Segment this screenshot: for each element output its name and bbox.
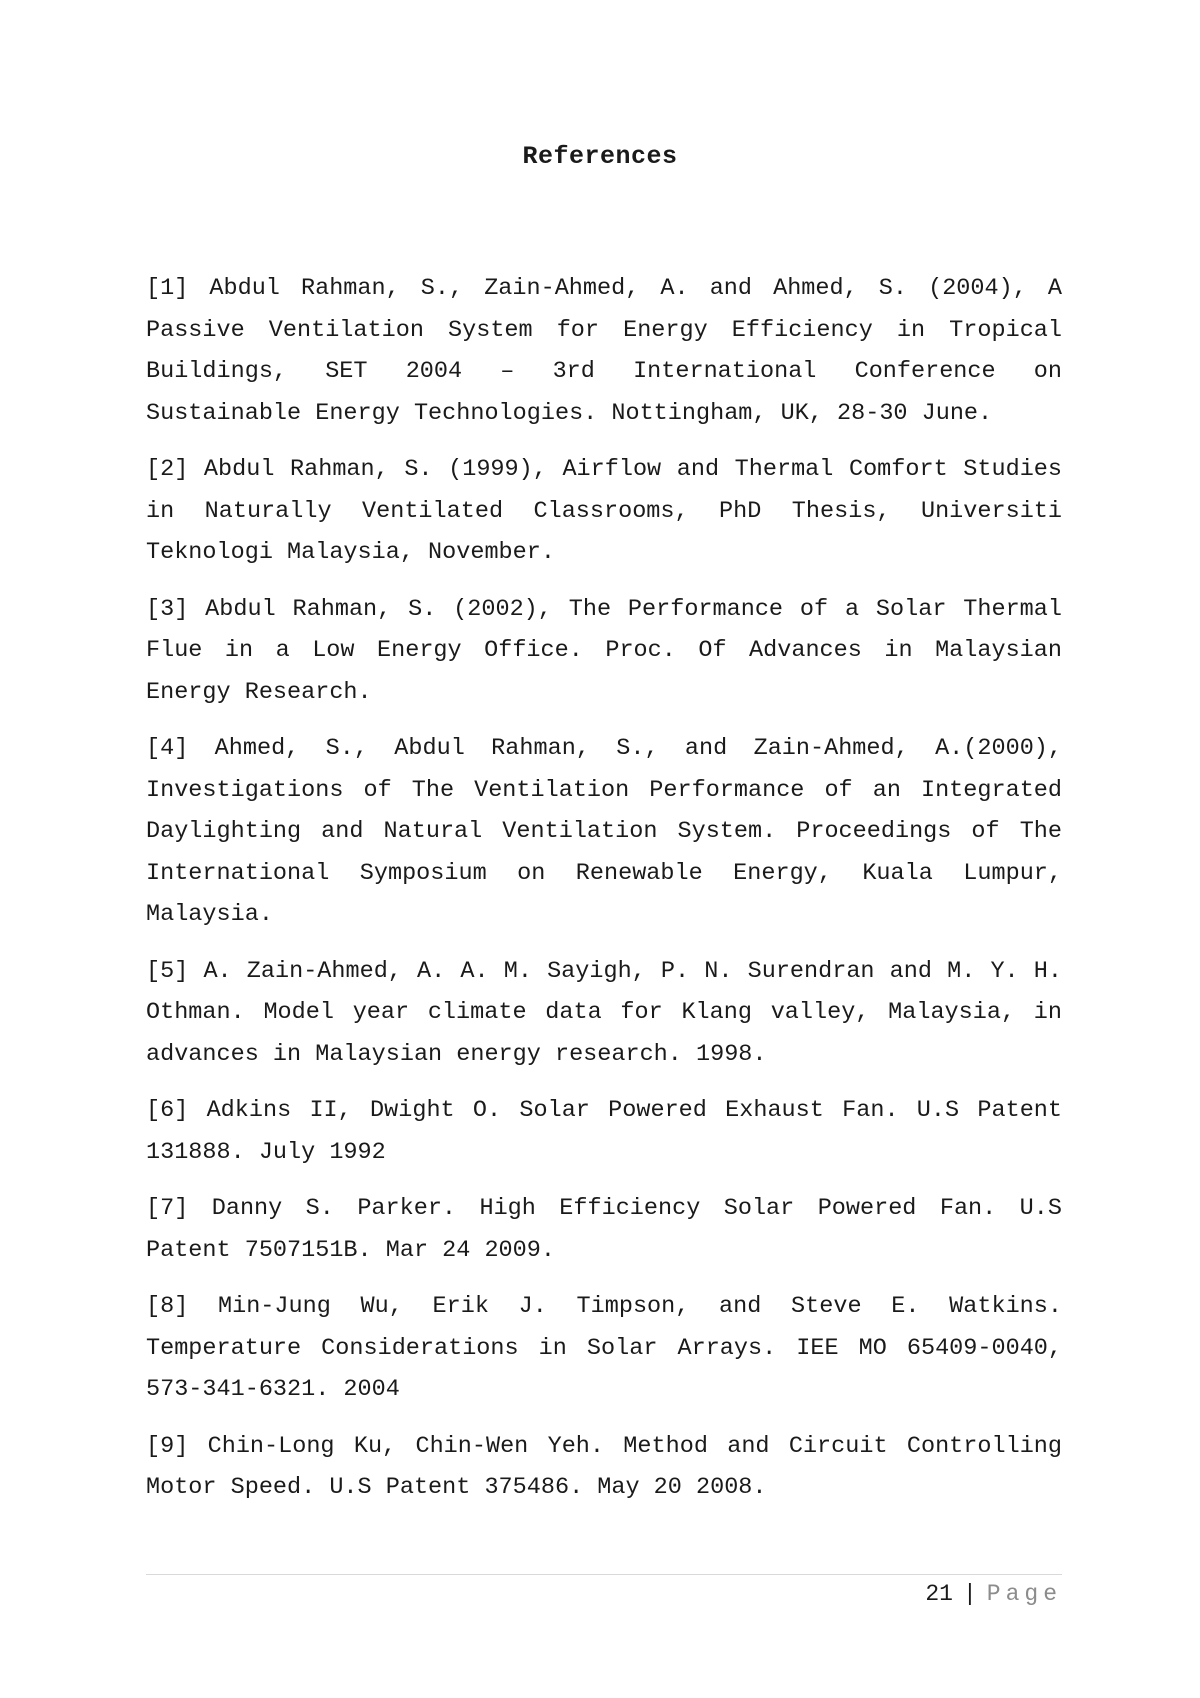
page-number: 21 (925, 1581, 953, 1607)
reference-item: [2] Abdul Rahman, S. (1999), Airflow and Thermal Comfort Studies in Naturally Ventilated Classrooms, PhD Thesis, Universiti Teknologi Malaysia, November. (146, 456, 1062, 566)
reference-item: [8] Min-Jung Wu, Erik J. Timpson, and Steve E. Watkins. Temperature Considerations in Solar Arrays. IEE MO 65409-0040, 573-341-6321. 2004 (146, 1293, 1062, 1403)
reference-item: [4] Ahmed, S., Abdul Rahman, S., and Zain-Ahmed, A.(2000), Investigations of The Ventilation Performance of an Integrated Daylighting and Natural Ventilation System. Proceedings of The International Symposium on Renewable Energy, Kuala Lumpur, Malaysia. (146, 735, 1062, 928)
reference-item: [3] Abdul Rahman, S. (2002), The Performance of a Solar Thermal Flue in a Low Energy Office. Proc. Of Advances in Malaysian Energy Research. (146, 595, 1062, 706)
page-number-label (925, 1581, 1062, 1607)
page-title: References (522, 142, 678, 171)
page-word: Page (986, 1581, 1062, 1607)
reference-list (146, 268, 1062, 1524)
reference-item: [1] Abdul Rahman, S., Zain-Ahmed, A. and Ahmed, S. (2004), A Passive Ventilation System for Energy Efficiency in Tropical Buildings, SET 2004 – 3rd International Conference on Sustainable Energy Technologies. Nottingham, UK, 28-30 June. (146, 275, 1062, 427)
reference-item: [6] Adkins II, Dwight O. Solar Powered Exhaust Fan. U.S Patent 131888. July 1992 (146, 1097, 1062, 1166)
reference-item: [9] Chin-Long Ku, Chin-Wen Yeh. Method and Circuit Controlling Motor Speed. U.S Patent 375486. May 20 2008. (146, 1432, 1062, 1501)
page-footer (146, 1574, 1062, 1607)
reference-item: [7] Danny S. Parker. High Efficiency Solar Powered Fan. U.S Patent 7507151B. Mar 24 2009. (146, 1195, 1062, 1264)
page-separator: | (962, 1581, 977, 1607)
reference-item: [5] A. Zain-Ahmed, A. A. M. Sayigh, P. N. Surendran and M. Y. H. Othman. Model year climate data for Klang valley, Malaysia, in advances in Malaysian energy research. 1998. (146, 957, 1062, 1068)
